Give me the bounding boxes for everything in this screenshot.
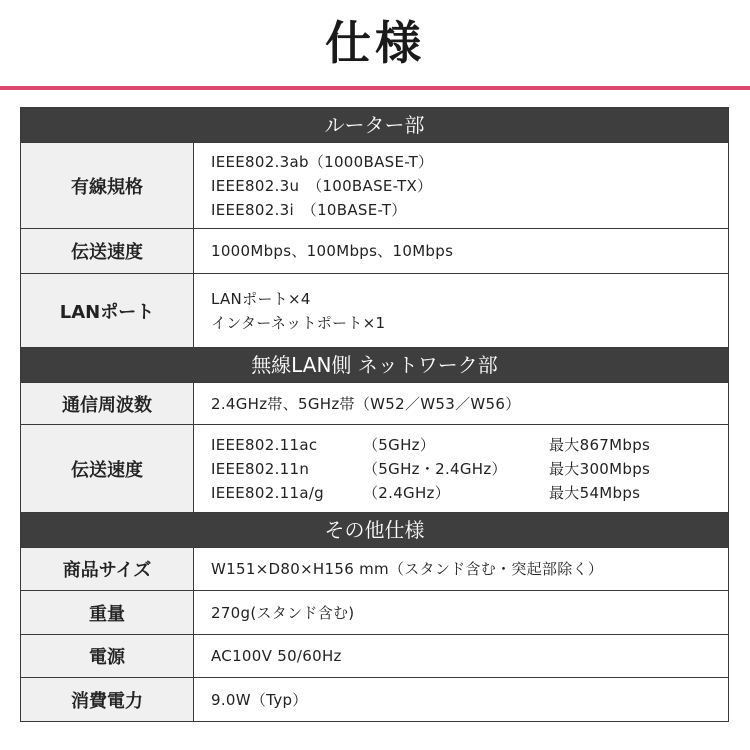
- max-speed: 最大300Mbps: [549, 459, 651, 478]
- spec-label: 伝送速度: [21, 229, 194, 274]
- spec-label: 有線規格: [21, 143, 194, 229]
- spec-row-weight: [21, 591, 729, 635]
- spec-label: 消費電力: [21, 678, 194, 722]
- section-title: その他仕様: [21, 513, 729, 548]
- spec-row-wireless-speed: [21, 425, 729, 513]
- spec-row-wired: [21, 143, 729, 229]
- page-title: 仕様: [325, 16, 425, 70]
- spec-label: 商品サイズ: [21, 548, 194, 591]
- spec-line: LANポート×4: [211, 289, 311, 308]
- band: （5GHz）: [363, 435, 436, 454]
- spec-value: [194, 274, 729, 348]
- spec-label: 電源: [21, 635, 194, 678]
- speed-row: [211, 457, 728, 481]
- section-title: ルーター部: [21, 108, 729, 143]
- section-header-wireless: [21, 348, 729, 383]
- spec-line: IEEE802.3u （100BASE-TX）: [211, 176, 433, 195]
- band: （2.4GHz）: [363, 483, 451, 502]
- speed-row: [211, 481, 728, 505]
- speed-row: [211, 433, 728, 457]
- spec-label: 重量: [21, 591, 194, 635]
- section-header-other: [21, 513, 729, 548]
- spec-value: 9.0W（Typ）: [194, 678, 729, 722]
- band: （5GHz・2.4GHz）: [363, 459, 507, 478]
- spec-label: LANポート: [21, 274, 194, 348]
- max-speed: 最大54Mbps: [549, 483, 641, 502]
- section-title: 無線LAN側 ネットワーク部: [21, 348, 729, 383]
- spec-value: W151×D80×H156 mm（スタンド含む・突起部除く）: [194, 548, 729, 591]
- standard: IEEE802.11a/g: [211, 483, 325, 502]
- spec-label: 通信周波数: [21, 383, 194, 425]
- spec-line: IEEE802.3ab（1000BASE-T）: [211, 152, 434, 171]
- section-header-router: [21, 108, 729, 143]
- spec-label: 伝送速度: [21, 425, 194, 513]
- standard: IEEE802.11n: [211, 459, 310, 478]
- spec-value: 1000Mbps、100Mbps、10Mbps: [194, 229, 729, 274]
- spec-row-frequency: [21, 383, 729, 425]
- spec-value: AC100V 50/60Hz: [194, 635, 729, 678]
- spec-row-size: [21, 548, 729, 591]
- spec-line: インターネットポート×1: [211, 313, 386, 332]
- spec-line: IEEE802.3i （10BASE-T）: [211, 200, 407, 219]
- spec-value: [194, 425, 729, 513]
- max-speed: 最大867Mbps: [549, 435, 651, 454]
- spec-row-consumption: [21, 678, 729, 722]
- spec-row-lan: [21, 274, 729, 348]
- spec-table: [20, 107, 729, 722]
- spec-row-speed: [21, 229, 729, 274]
- spec-value: 2.4GHz帯、5GHz帯（W52／W53／W56）: [194, 383, 729, 425]
- accent-divider: [0, 86, 750, 90]
- standard: IEEE802.11ac: [211, 435, 318, 454]
- spec-value: 270g(スタンド含む): [194, 591, 729, 635]
- spec-row-power: [21, 635, 729, 678]
- spec-value: [194, 143, 729, 229]
